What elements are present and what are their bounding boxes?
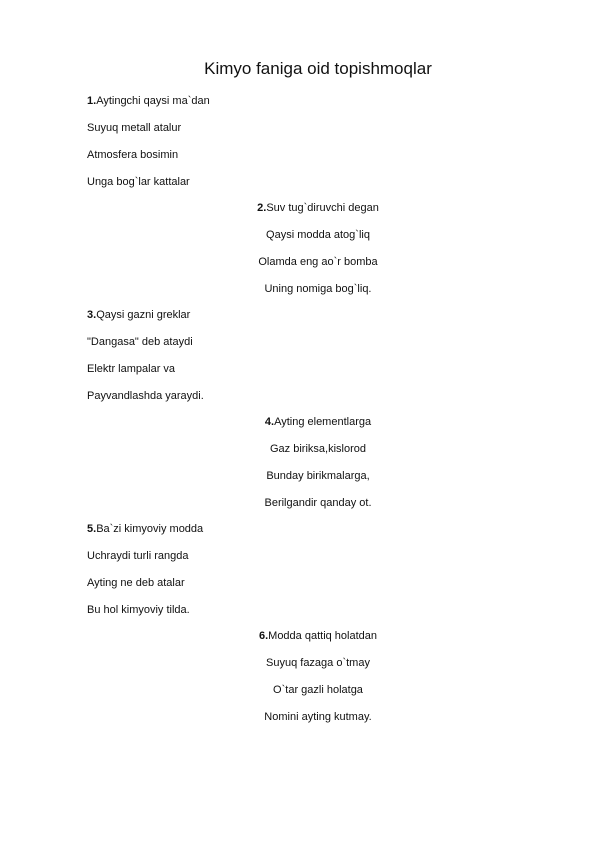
riddle-3-line-2: "Dangasa" deb ataydi — [87, 336, 193, 348]
riddle-1-number: 1. — [87, 95, 97, 107]
riddle-6-line-3: O`tar gazli holatga — [273, 684, 363, 696]
riddle-3-line-3: Elektr lampalar va — [87, 363, 176, 375]
riddle-2-line-4: Uning nomiga bog`liq. — [264, 283, 372, 295]
riddle-2-line-3: Olamda eng ao`r bomba — [258, 256, 378, 268]
riddle-2-line-1: 2.Suv tug`diruvchi degan — [257, 202, 379, 214]
riddle-5-line-1: 5.Ba`zi kimyoviy modda — [87, 523, 204, 535]
riddle-1-line-1: 1.Aytingchi qaysi ma`dan — [87, 95, 210, 107]
riddle-2-number: 2. — [257, 202, 267, 214]
riddle-4-number: 4. — [264, 416, 275, 428]
riddle-4-line-1: 4.Ayting elementlarga — [264, 416, 372, 428]
riddle-1-line-4: Unga bog`lar kattalar — [87, 176, 190, 188]
riddle-1-line-3: Atmosfera bosimin — [87, 149, 179, 161]
riddle-4-line-2: Gaz biriksa,kislorod — [270, 443, 366, 455]
riddle-6-line-4: Nomini ayting kutmay. — [264, 711, 372, 723]
page-title: Kimyo faniga oid topishmoqlar — [204, 59, 432, 78]
riddle-6-line-2: Suyuq fazaga o`tmay — [266, 657, 370, 669]
riddle-6-number: 6. — [258, 630, 269, 642]
riddle-1-line-2: Suyuq metall atalur — [87, 122, 182, 134]
riddle-3-line-4: Payvandlashda yaraydi. — [87, 390, 204, 402]
riddle-3-number: 3. — [87, 309, 97, 321]
riddle-2-line-2: Qaysi modda atog`liq — [266, 229, 370, 241]
riddle-5-line-2: Uchraydi turli rangda — [87, 550, 189, 562]
riddle-3-line-1: 3.Qaysi gazni greklar — [87, 309, 191, 321]
riddle-5-number: 5. — [87, 523, 97, 535]
riddle-6-line-1: 6.Modda qattiq holatdan — [258, 630, 378, 642]
riddle-5-line-4: Bu hol kimyoviy tilda. — [87, 604, 190, 616]
riddle-5-line-3: Ayting ne deb atalar — [87, 577, 185, 589]
riddle-4-line-3: Bunday birikmalarga, — [266, 470, 370, 482]
riddle-4-line-4: Berilgandir qanday ot. — [264, 497, 372, 509]
